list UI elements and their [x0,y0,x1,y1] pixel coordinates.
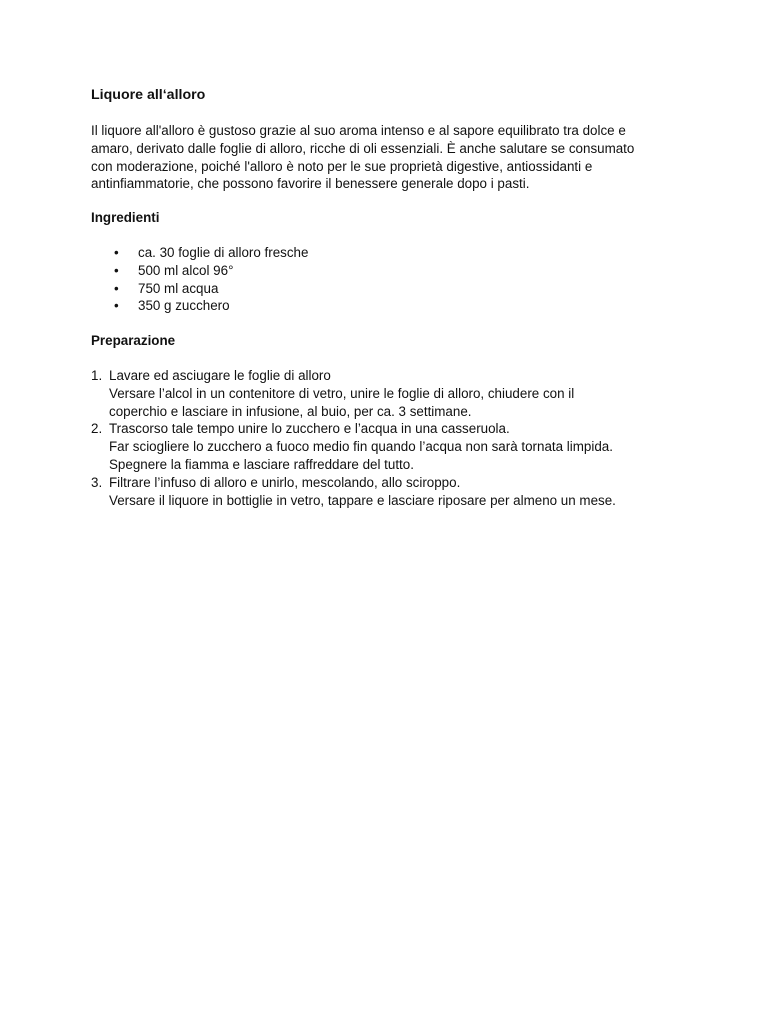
intro-line: antinfiammatorie, che possono favorire il benessere generale dopo i pasti. [91,176,530,192]
step-number: 1. [91,367,103,383]
preparation-heading: Preparazione [91,333,176,349]
ingredients-list [91,244,691,315]
ingredient-item [91,280,691,298]
step-number: 2. [91,421,103,437]
ingredient-item [91,262,691,280]
step-line: Trascorso tale tempo unire lo zucchero e l’acqua in una casseruola. [109,421,510,437]
ingredient-item [91,244,691,262]
bullet-icon: • [114,262,119,278]
intro-line: amaro, derivato dalle foglie di alloro, ricche di oli essenziali. È anche salutare se consumato [91,140,635,156]
preparation-steps [91,367,691,509]
step-line: coperchio e lasciare in infusione, al buio, per ca. 3 settimane. [109,403,472,419]
bullet-icon: • [114,298,119,314]
ingredient-item [91,297,691,315]
ingredient-text: 350 g zucchero [138,298,230,314]
step-line: Spegnere la fiamma e lasciare raffreddare del tutto. [109,456,414,472]
step-item [91,367,691,420]
step-item [91,474,691,510]
step-line: Lavare ed asciugare le foglie di alloro [109,367,331,383]
document-title: Liquore all‘alloro [91,87,206,103]
bullet-icon: • [114,280,119,296]
intro-paragraph [91,122,691,193]
step-line: Far sciogliere lo zucchero a fuoco medio fin quando l’acqua non sarà tornata limpida. [109,439,613,455]
ingredients-heading: Ingredienti [91,210,160,226]
ingredient-text: 500 ml alcol 96° [138,262,234,278]
step-line: Versare il liquore in bottiglie in vetro, tappare e lasciare riposare per almeno un mese. [109,492,616,508]
bullet-icon: • [114,244,119,260]
step-number: 3. [91,474,103,490]
intro-line: Il liquore all'alloro è gustoso grazie al suo aroma intenso e al sapore equilibrato tra dolce e [91,123,626,138]
intro-line: con moderazione, poiché l'alloro è noto per le sue proprietà digestive, antiossidanti e [91,158,593,174]
ingredient-text: ca. 30 foglie di alloro fresche [138,244,309,260]
step-line: Filtrare l’infuso di alloro e unirlo, mescolando, allo sciroppo. [109,474,461,490]
step-item [91,420,691,473]
document-page [91,84,691,509]
ingredient-text: 750 ml acqua [138,280,219,296]
step-line: Versare l’alcol in un contenitore di vetro, unire le foglie di alloro, chiudere con il [109,385,575,401]
